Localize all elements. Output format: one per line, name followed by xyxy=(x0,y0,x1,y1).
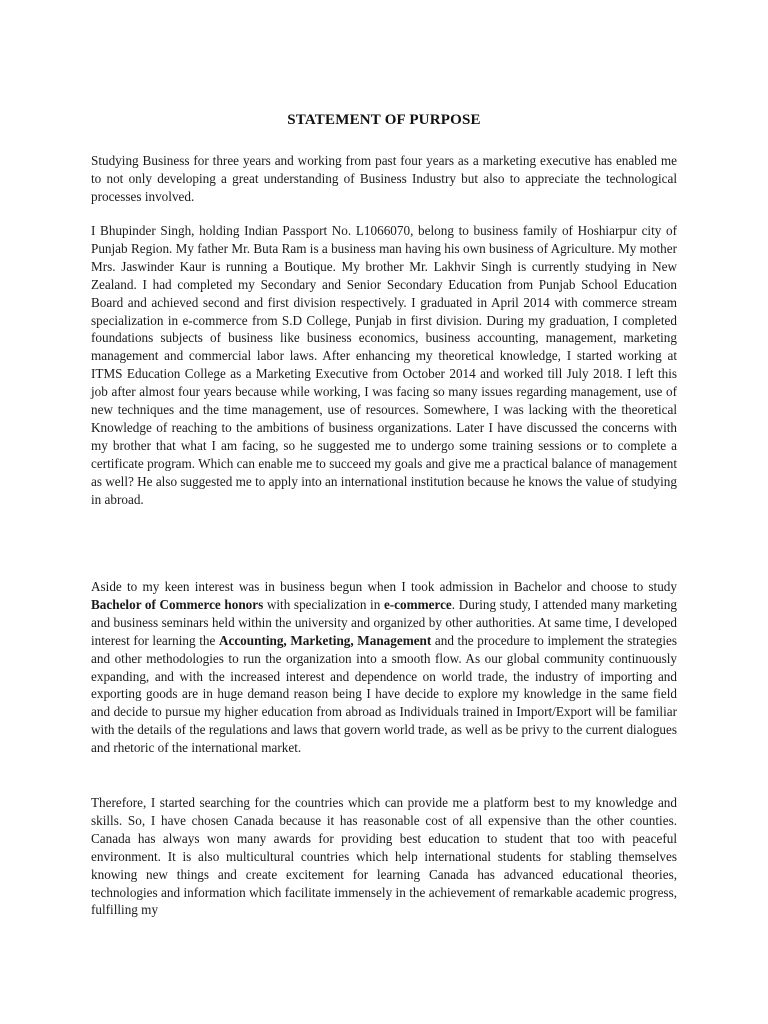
bold-specialization: e-commerce xyxy=(383,596,452,612)
document-title: STATEMENT OF PURPOSE xyxy=(287,112,481,128)
bold-degree-name: Bachelor of Commerce honors xyxy=(91,596,264,612)
paragraph-interest-text-1: Aside to my keen interest was in business begun when I took admission in Bachelor and choose to study xyxy=(91,579,677,594)
paragraph-canada: Therefore, I started searching for the countries which can provide me a platform best to my knowledge and skills. So, I have chosen Canada because it has reasonable cost of all expensive than the other counties. Canada has always won many awards for providing best education to student that too with peaceful environment. It is also multicultural countries which help international students for stabling themselves knowing new things and create excitement for learning Canada has advanced educational theories, technologies and information which facilitate immensely in the achievement of remarkable academic progress, fulfilling my xyxy=(91,795,677,918)
paragraph-interest-text-3: . During study, I attended many marketing and business seminars held within the university and organized by other authorities. At same time, I developed interest for learning the xyxy=(91,596,677,648)
paragraph-interest-text-2: with specialization in xyxy=(263,596,384,612)
paragraph-interest xyxy=(91,578,677,757)
bold-subjects: Accounting, Marketing, Management xyxy=(218,632,432,648)
paragraph-interest-text-4: and the procedure to implement the strategies and other methodologies to run the organization into a smooth flow. As our global community continuously expanding, and with the increased interest and dependence on world trade, the industry of importing and exporting goods are in huge demand reason being I have decide to explore my knowledge in the same field and decide to pursue my higher education from abroad as Individuals trained in Import/Export will be familiar with the details of the regulations and laws that govern world trade, as well as be privy to the current dialogues and rhetoric of the international market. xyxy=(91,632,677,756)
paragraph-intro: Studying Business for three years and working from past four years as a marketing executive has enabled me to not only developing a great understanding of Business Industry but also to appreciate the technological processes involved. xyxy=(91,153,677,204)
paragraph-background: I Bhupinder Singh, holding Indian Passport No. L1066070, belong to business family of Hoshiarpur city of Punjab Region. My father Mr. Buta Ram is a business man having his own business of Agriculture. My mother Mrs. Jaswinder Kaur is running a Boutique. My brother Mr. Lakhvir Singh is currently studying in New Zealand. I had completed my Secondary and Senior Secondary Education from Punjab School Education Board and achieved second and first division respectively. I graduated in April 2014 with commerce stream specialization in e-commerce from S.D College, Punjab in first division. During my graduation, I completed foundations subjects of business like business economics, business accounting, management, marketing management and commercial labor laws. After enhancing my theoretical knowledge, I started working at ITMS Education College as a Marketing Executive from October 2014 and worked till July 2018. I left this job after almost four years because while working, I was facing so many issues regarding management, use of new techniques and the time management, use of resources. Somewhere, I was lacking with the theoretical Knowledge of reaching to the ambitions of business organizations. Later I have discussed the concerns with my brother that what I am facing, so he suggested me to undergo some training sessions or to complete a certificate program. Which can enable me to succeed my goals and give me a practical balance of management as well? He also suggested me to apply into an international institution because he knows the value of studying in abroad. xyxy=(91,223,677,507)
